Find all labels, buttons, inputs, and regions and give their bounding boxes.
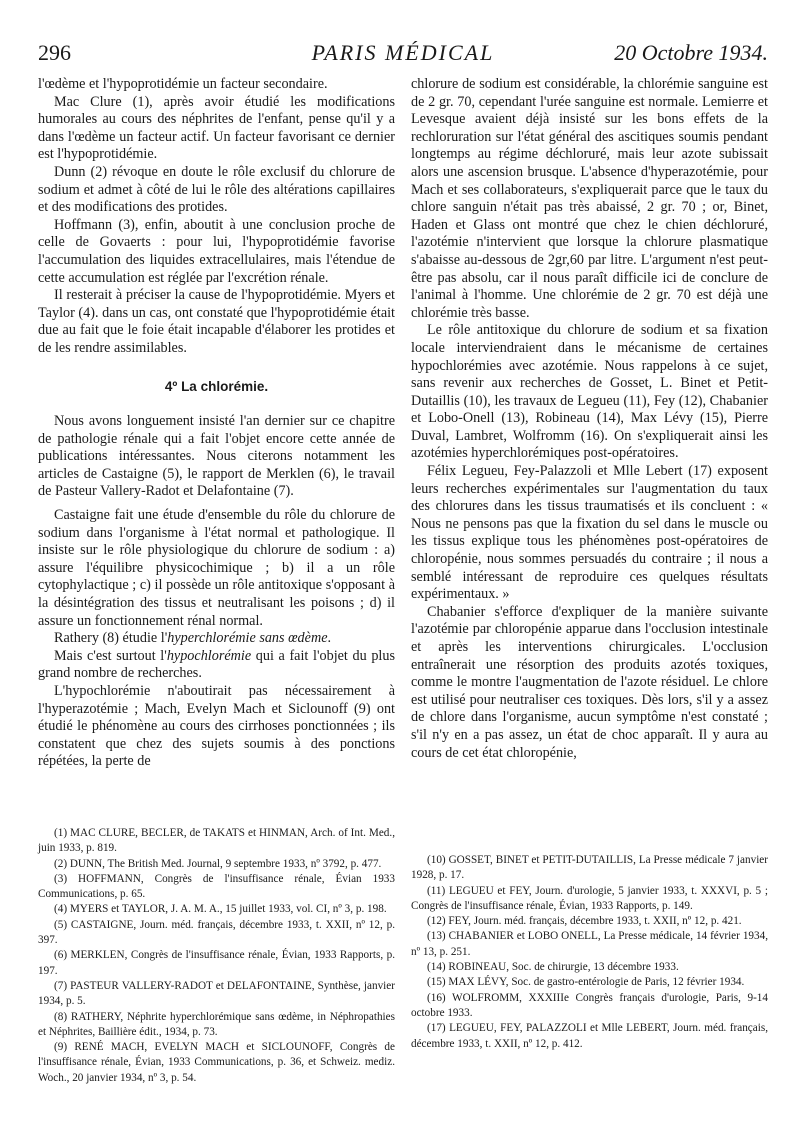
paragraph: L'hypochlorémie n'aboutirait pas nécessairement à l'hyperazotémie ; Mach, Evelyn Mach et Siclounoff (9) ont étudié le phénomène au cours des cirrhoses ponctionnées ; ils constatent que chez des sujets soumis à des ponctions répétées, la perte de	[38, 683, 395, 770]
paragraph: Dunn (2) révoque en doute le rôle exclusif du chlorure de sodium et admet à côté de lui le rôle des altérations capillaires et des modifications des protides.	[38, 163, 395, 216]
footnote: (11) LEGUEU et FEY, Journ. d'urologie, 5 janvier 1933, t. XXXVI, p. 5 ; Congrès de l'insuffisance rénale, Évian, 1933 Rapports, p. 149.	[411, 884, 768, 912]
left-column	[38, 76, 395, 771]
paragraph: Hoffmann (3), enfin, aboutit à une conclusion proche de celle de Govaerts : pour lui, l'hypoprotidémie favorise l'accumulation des liquides extracellulaires, mais l'étendue de cette accumulation est réglée par l'excrétion rénale.	[38, 216, 395, 286]
paragraph: Il resterait à préciser la cause de l'hypoprotidémie. Myers et Taylor (4). dans un cas, ont constaté que l'hypoprotidémie était due au fait que le foie était incapable d'élaborer les protides et de les rendre assimilables.	[38, 287, 395, 356]
footnote: (15) MAX LÉVY, Soc. de gastro-entérologie de Paris, 12 février 1934.	[427, 976, 745, 989]
footnote: (14) ROBINEAU, Soc. de chirurgie, 13 décembre 1933.	[427, 961, 679, 974]
paragraph: chlorure de sodium est considérable, la chlorémie sanguine est de 2 gr. 70, cependant l'urée sanguine est normale. Lemierre et Levesque avaient déjà insisté sur les bons effets de la rechloruration sur l'état général des ascitiques soumis pendant longtemps au régime déchloruré, mais leur azote subissait alors une ascension brusque. L'absence d'hyperazotémie, pour Mach et ses collaborateurs, s'expliquerait parce que le taux du chlore sanguin n'était pas très abaissé, 2 gr. 70 ; or, Binet, Haden et Glass ont montré que chez le chien déchloruré, l'azotémie n'intervient que lorsque la chlorure plasmatique s'abaisse au-dessous de 2gr,60 par litre. L'argument n'est peut-être pas absolu, car il nous paraît difficile ici de conclure de l'animal à l'homme. Une chlorémie de 2 gr. 70 est déjà une chlorémie très basse.	[411, 76, 768, 321]
emphasis: hyperchlorémie sans œdème	[167, 630, 328, 647]
footnotes-left	[38, 826, 395, 1086]
issue-date: 20 Octobre 1934.	[614, 40, 768, 65]
footnotes-right	[411, 853, 768, 1052]
page-header	[38, 40, 768, 70]
emphasis: hypochlorémie	[166, 647, 252, 664]
page-number: 296	[38, 40, 71, 65]
footnote: (13) CHABANIER et LOBO ONELL, La Presse médicale, 14 février 1934, nº 13, p. 251.	[411, 930, 768, 958]
footnote: (10) GOSSET, BINET et PETIT-DUTAILLIS, La Presse médicale 7 janvier 1928, p. 17.	[411, 854, 768, 882]
footnote: (17) LEGUEU, FEY, PALAZZOLI et Mlle LEBERT, Journ. méd. français, décembre 1933, t. XXII, nº 12, p. 412.	[411, 1022, 768, 1050]
footnote: (1) MAC CLURE, BECLER, de TAKATS et HINMAN, Arch. of Int. Med., juin 1933, p. 819.	[38, 827, 395, 855]
paragraph: Mac Clure (1), après avoir étudié les modifications humorales au cours des néphrites de l'enfant, pense qu'il y a dans l'œdème un facteur actif. Un facteur favorisant ce dernier est l'hypoprotidémie.	[38, 93, 395, 163]
journal-title: PARIS MÉDICAL	[311, 40, 495, 65]
footnote: (6) MERKLEN, Congrès de l'insuffisance rénale, Évian, 1933 Rapports, p. 197.	[38, 949, 395, 977]
section-heading: 4º La chlorémie.	[164, 378, 269, 394]
text-run: Mais c'est surtout l'	[54, 647, 167, 664]
footnote: (12) FEY, Journ. méd. français, décembre 1933, t. XXII, nº 12, p. 421.	[427, 915, 742, 928]
paragraph: l'œdème et l'hypoprotidémie un facteur secondaire.	[38, 76, 328, 92]
paragraph: Castaigne fait une étude d'ensemble du rôle du chlorure de sodium dans l'organisme à l'état normal et pathologique. Il insiste sur le rôle physiologique du chlorure de sodium : a) assure l'équilibre physicochimique ; b) il a un rôle cytophylactique ; c) il possède un rôle antitoxique s'opposant à la désintégration des tissus et neutralisant les poisons ; d) il assure un fonctionnement rénal normal.	[38, 507, 395, 629]
paragraph	[38, 630, 395, 648]
footnote: (16) WOLFROMM, XXXIIIe Congrès français d'urologie, Paris, 9-14 octobre 1933.	[411, 991, 768, 1019]
footnote: (7) PASTEUR VALLERY-RADOT et DELAFONTAINE, Synthèse, janvier 1934, p. 5.	[38, 979, 395, 1008]
text-run: .	[327, 630, 332, 647]
footnote: (8) RATHERY, Néphrite hyperchlorémique sans œdème, in Néphropathies et Néphrites, Baillière édit., 1934, p. 73.	[38, 1010, 395, 1038]
footnote: (2) DUNN, The British Med. Journal, 9 septembre 1933, nº 3792, p. 477.	[54, 857, 382, 870]
paragraph: Félix Legueu, Fey-Palazzoli et Mlle Lebert (17) exposent leurs recherches expérimentales sur l'augmentation du taux des chlorures dans les tissus traumatisés et ils concluent : « Nous ne pensons pas que la fixation du sel dans le muscle ou les tissus explique tous les phénomènes post-opératoires de chloropénie, nous sommes persuadés du contraire ; il nous a semblé intéressant de reproduire ces quelques résultats expérimentaux. »	[411, 463, 768, 603]
paragraph: Le rôle antitoxique du chlorure de sodium et sa fixation locale interviendraient dans le mécanisme de certaines hypochlorémies avec azotémie. Nous rappelons à ce sujet, sans revenir aux recherches de Gosset, L. Binet et Petit-Dutaillis (10), les travaux de Legueu (11), Fey (12), Chabanier et Lobo-Onell (13), Robineau (14), Max Lévy (15), Pierre Duval, Lambret, Wolfromm (16). On s'expliquerait ainsi les azotémies hyperchlorémiques post-opératoires.	[411, 322, 768, 462]
paragraph	[38, 648, 395, 683]
footnote: (3) HOFFMANN, Congrès de l'insuffisance rénale, Évian 1933 Communications, p. 65.	[38, 872, 395, 901]
paragraph: Chabanier s'efforce d'expliquer de la manière suivante l'azotémie par chloropénie apparue dans l'occlusion intestinale et après les interventions chirurgicales. L'occlusion entraînerait une résorption des produits azotés toxiques, comme le montre l'augmentation de l'azote résiduel. Le chlore est utilisé pour neutraliser ces toxiques. Dès lors, s'il y a assez de chlore dans l'organisme, aucun symptôme n'est constaté ; s'il n'y en a pas assez, un état de choc apparaît. Il y aura au cours de cet état chloropénie,	[411, 603, 768, 761]
footnote: (9) RENÉ MACH, EVELYN MACH et SICLOUNOFF, Congrès de l'insuffisance rénale, Évian, 1933 Communications, p. 36, et Schweiz. mediz. Woch., 20 janvier 1934, nº 3, p. 54.	[38, 1041, 395, 1084]
right-column	[411, 76, 768, 762]
footnote: (5) CASTAIGNE, Journ. méd. français, décembre 1933, t. XXII, nº 12, p. 397.	[38, 918, 395, 947]
text-run: Rathery (8) étudie l'	[54, 630, 168, 647]
paragraph: Nous avons longuement insisté l'an dernier sur ce chapitre de pathologie rénale qui a fait l'objet encore cette année de publications intéressantes. Nous citerons notamment les articles de Castaigne (5), le rapport de Merklen (6), le travail de Pasteur Vallery-Radot et Delafontaine (7).	[38, 413, 395, 500]
text-run: qui a fait l'objet du plus grand nombre de recherches.	[38, 647, 395, 682]
footnote: (4) MYERS et TAYLOR, J. A. M. A., 15 juillet 1933, vol. CI, nº 3, p. 198.	[54, 903, 387, 916]
